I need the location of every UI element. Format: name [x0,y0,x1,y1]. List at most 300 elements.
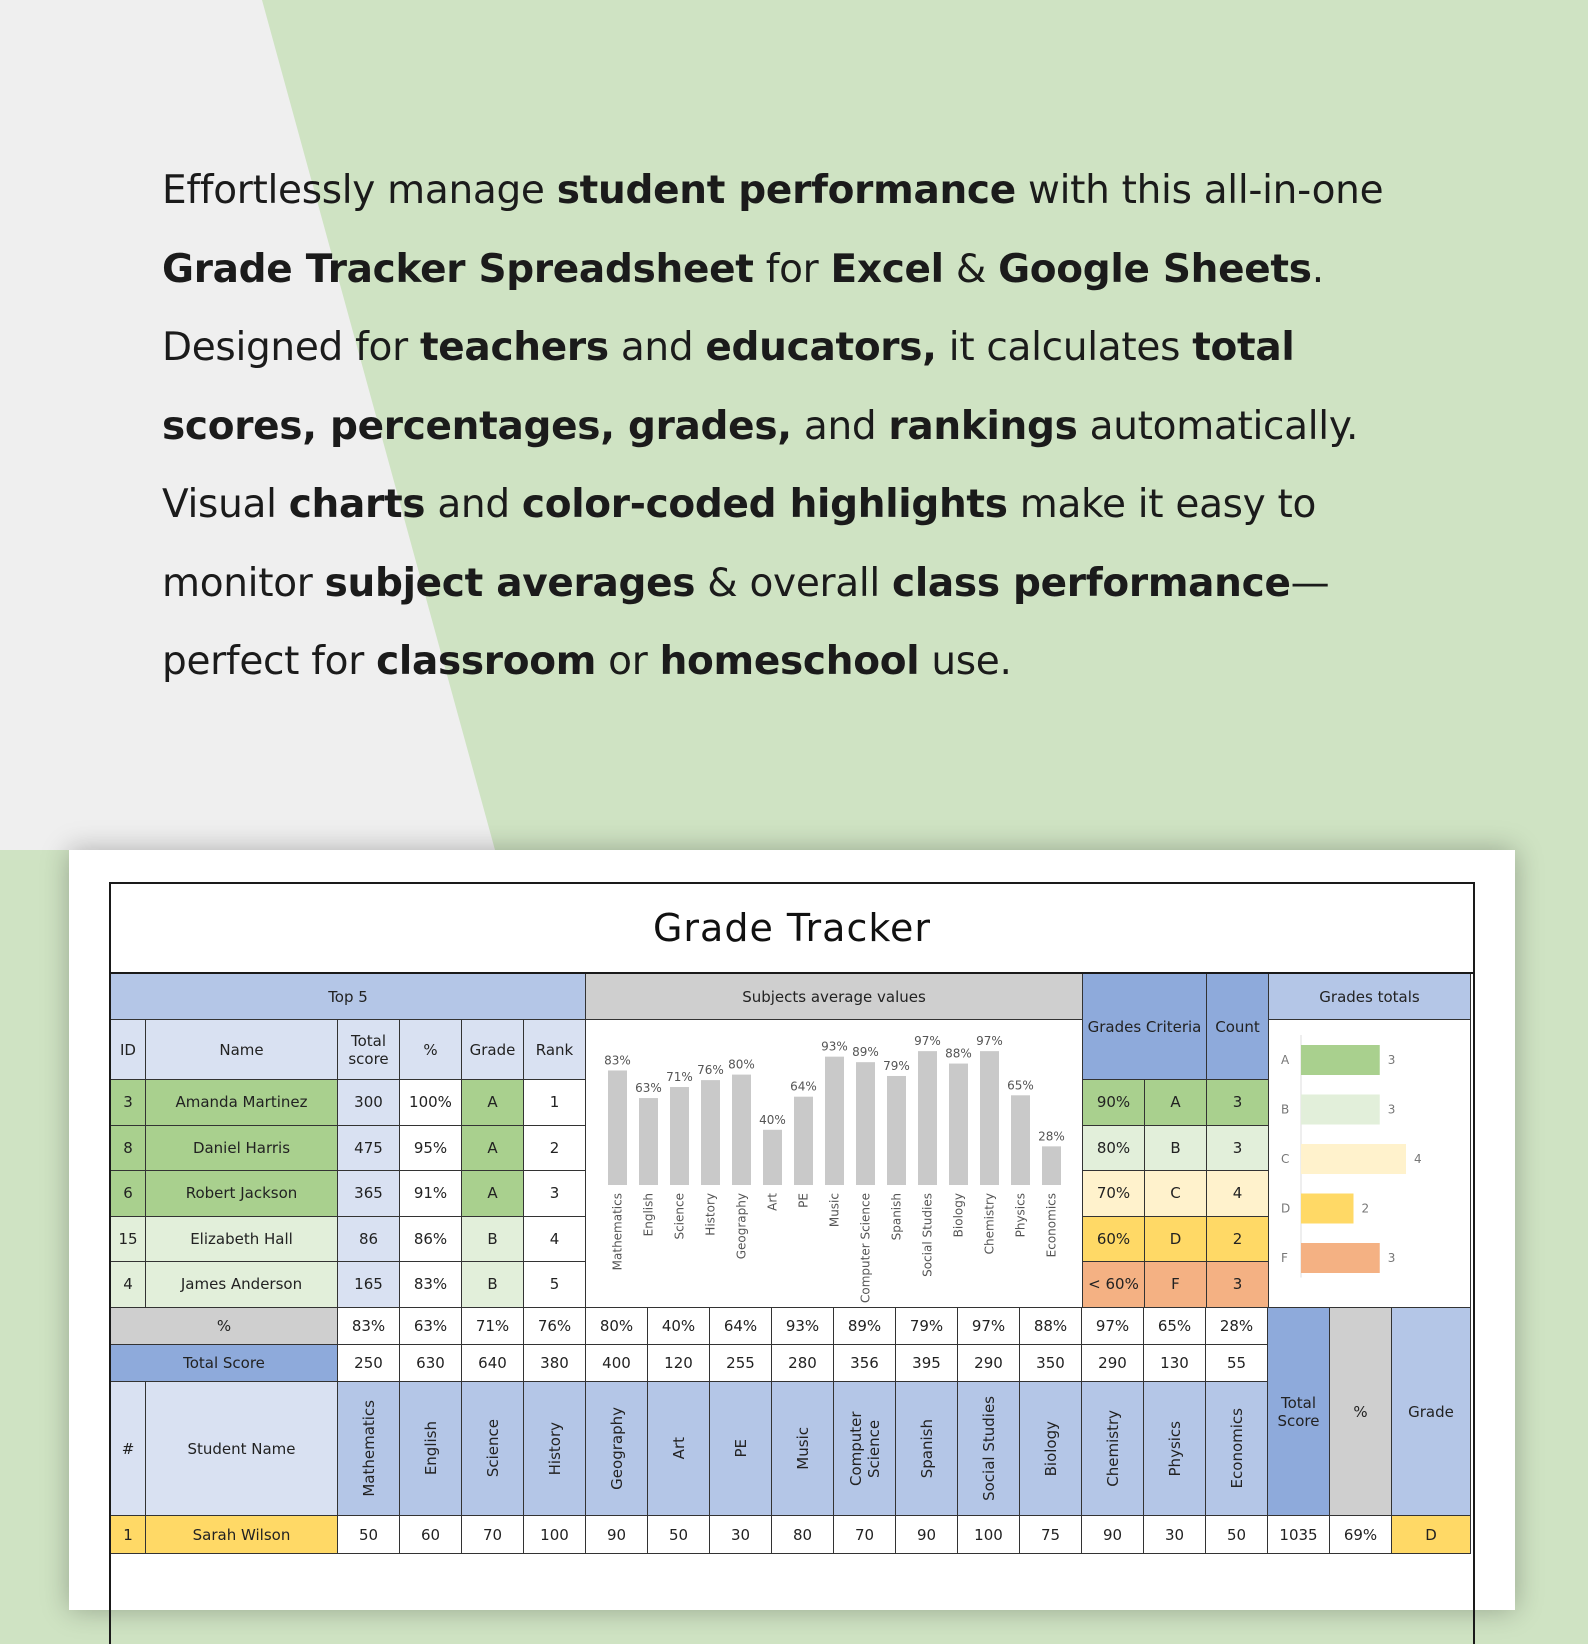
subject-average-percent [524,1308,586,1345]
top5-row-rank-text: 1 [549,1093,560,1112]
subject-average-percent [338,1308,400,1345]
student-score-text: 90 [606,1525,627,1544]
avg-bar-label: 79% [883,1058,910,1073]
top5-row-pct [400,1262,462,1308]
top5-row-total [338,1262,400,1308]
subject-total-score [1144,1345,1206,1382]
totals-category-label: A [1281,1053,1290,1067]
avg-bar [732,1075,751,1185]
subject-header-text: Biology [1041,1420,1060,1477]
subject-average-percent [1082,1308,1144,1345]
percent-row-label-text: % [216,1317,232,1335]
subject-total-score-text: 630 [416,1354,445,1372]
top5-row-grade-text: A [487,1093,498,1112]
subject-average-percent-text: 89% [847,1317,882,1335]
subject-average-percent-text: 80% [599,1317,634,1335]
student-score [338,1516,400,1554]
student-score-text: 100 [540,1525,569,1544]
spreadsheet-preview [69,850,1515,1610]
subject-average-percent-text: 63% [413,1317,448,1335]
subject-average-percent [834,1308,896,1345]
subject-average-percent [462,1308,524,1345]
student-name-header [146,1382,338,1516]
student-score [1082,1516,1144,1554]
top5-col-rank [524,1020,586,1080]
subject-total-score-text: 290 [974,1354,1003,1372]
promo-text [162,152,1452,702]
top5-row-pct [400,1217,462,1263]
criteria-pct [1083,1171,1145,1217]
top5-row-pct [400,1080,462,1126]
promo-text-segment: with this all-in-one [1015,168,1384,213]
percent-row-label [111,1308,338,1345]
sheet-title: Grade Tracker [111,884,1473,974]
subject-total-score [648,1345,710,1382]
grade-tracker-frame [109,882,1475,1644]
subject-total-score-text: 350 [1036,1354,1065,1372]
top5-header-text: Top 5 [328,987,368,1006]
top5-col-name-text: Name [219,1040,264,1059]
top5-row-total-text: 300 [354,1093,383,1112]
subject-average-percent [710,1308,772,1345]
subject-total-score-text: 250 [354,1354,383,1372]
subject-header-text: Chemistry [1103,1410,1122,1487]
promo-text-segment: make it easy to monitor [162,482,1317,606]
number-header-text: # [121,1439,135,1458]
promo-bold-text: Excel [830,246,944,292]
avg-bar [1011,1095,1030,1185]
subject-header [338,1382,400,1516]
avg-category-label: Chemistry [982,1193,997,1255]
percent-header-text: % [1353,1402,1368,1421]
subject-total-score-text: 400 [602,1354,631,1372]
subject-total-score-text: 640 [478,1354,507,1372]
totals-category-label: C [1281,1152,1290,1166]
subject-header [710,1382,772,1516]
criteria-count [1207,1126,1269,1172]
student-score-text: 60 [420,1525,441,1544]
subject-header [1082,1382,1144,1516]
promo-text-segment: and [791,403,889,449]
subject-average-percent-text: 83% [351,1317,386,1335]
student-percent [1330,1516,1392,1554]
criteria-count-text: 3 [1232,1093,1243,1112]
student-percent-text: 69% [1343,1525,1378,1544]
student-score [1206,1516,1268,1554]
avg-bar [763,1130,782,1185]
top5-col-percent [400,1020,462,1080]
subject-header-text: Economics [1227,1408,1246,1489]
top5-row-total-text: 86 [358,1229,379,1248]
top5-row-pct-text: 95% [413,1138,448,1157]
avg-bar-label: 83% [604,1053,631,1068]
avg-bar [918,1051,937,1185]
top5-row-total-text: 165 [354,1275,383,1294]
total-score-row-label [111,1345,338,1382]
top5-row-grade [462,1080,524,1126]
criteria-pct-text: 80% [1096,1138,1131,1157]
subject-header [648,1382,710,1516]
top5-row-id [111,1080,146,1126]
totals-value-label: 2 [1361,1201,1370,1216]
promo-bold-text: classroom [376,639,597,684]
student-score-text: 30 [1164,1525,1185,1544]
student-score [648,1516,710,1554]
top5-row-rank [524,1126,586,1172]
avg-bar-label: 76% [697,1063,724,1078]
student-score [710,1516,772,1554]
top5-col-rank-text: Rank [535,1040,574,1059]
top5-row-grade-text: A [487,1184,498,1203]
criteria-grade-text: D [1169,1229,1182,1248]
top5-row-total-text: 365 [354,1184,383,1203]
subject-averages-svg [586,1020,1083,1308]
subject-total-score [958,1345,1020,1382]
subject-total-score [1020,1345,1082,1382]
student-total [1268,1516,1330,1554]
student-score-text: 75 [1040,1525,1061,1544]
top5-row-rank [524,1262,586,1308]
avg-category-label: Social Studies [920,1193,935,1277]
avg-category-label: Biology [951,1193,966,1238]
avg-bar-label: 88% [945,1046,972,1061]
subject-total-score [710,1345,772,1382]
student-score [834,1516,896,1554]
student-score [524,1516,586,1554]
totals-value-label: 3 [1387,1053,1396,1067]
top5-row-id [111,1171,146,1217]
criteria-grade [1145,1126,1207,1172]
promo-bold-text: color-coded highlights [521,482,1008,527]
subject-total-score [896,1345,958,1382]
subject-total-score [586,1345,648,1382]
subject-total-score [834,1345,896,1382]
criteria-pct-text: 90% [1096,1093,1131,1112]
subject-total-score-text: 130 [1160,1354,1189,1372]
criteria-grade-text: C [1170,1184,1181,1203]
subject-header [400,1382,462,1516]
avg-bar [825,1057,844,1185]
subject-total-score [1206,1345,1268,1382]
avg-bar [794,1097,813,1185]
top5-row-grade [462,1217,524,1263]
promo-text-segment: for [753,246,831,292]
totals-category-label: D [1281,1201,1291,1216]
criteria-pct [1083,1217,1145,1263]
top5-row-rank [524,1171,586,1217]
subject-header [462,1382,524,1516]
avg-category-label: Science [672,1193,687,1240]
avg-category-label: Physics [1013,1193,1028,1238]
avg-bar-label: 65% [1007,1078,1034,1093]
subject-header [524,1382,586,1516]
avg-category-label: Geography [734,1193,749,1260]
subject-header-text: Spanish [917,1418,936,1479]
totals-bar [1301,1095,1380,1125]
top5-row-name [146,1080,338,1126]
count-header-text: Count [1215,1017,1260,1036]
top5-row-rank [524,1080,586,1126]
subject-averages-chart [586,1020,1083,1308]
top5-row-id [111,1126,146,1172]
grades-criteria-header-text: Grades Criteria [1087,1017,1202,1036]
totals-bar [1301,1045,1380,1075]
subject-header [772,1382,834,1516]
top5-col-name [146,1020,338,1080]
subject-average-percent-text: 97% [971,1317,1006,1335]
subject-header [1020,1382,1082,1516]
promo-bold-text: Grade Tracker Spreadsheet [162,246,754,292]
criteria-count [1207,1080,1269,1126]
student-score-text: 70 [482,1525,503,1544]
subject-average-percent [1144,1308,1206,1345]
top5-row-pct-text: 83% [413,1275,448,1294]
top5-col-id [111,1020,146,1080]
criteria-grade [1145,1171,1207,1217]
top5-col-percent-text: % [423,1040,438,1059]
avg-bar-label: 64% [790,1079,817,1094]
criteria-count [1207,1262,1269,1308]
criteria-pct [1083,1080,1145,1126]
top5-row-pct [400,1171,462,1217]
totals-value-label: 3 [1387,1251,1396,1265]
top5-row-name-text: Amanda Martinez [175,1093,308,1112]
top5-row-name-text: Robert Jackson [185,1184,298,1203]
subject-average-percent-text: 97% [1095,1317,1130,1335]
subject-total-score-text: 290 [1098,1354,1127,1372]
top5-row-pct-text: 86% [413,1229,448,1248]
promo-text-segment: or [596,639,660,684]
avg-bar-label: 80% [728,1057,755,1072]
top5-row-grade-text: B [487,1229,498,1248]
student-score-text: 90 [1102,1525,1123,1544]
number-header [111,1382,146,1516]
student-score [462,1516,524,1554]
avg-bar [608,1070,627,1185]
subject-header-text: Science [483,1419,502,1478]
top5-row-id-text: 8 [123,1138,133,1157]
student-score-text: 80 [792,1525,813,1544]
subject-average-percent [896,1308,958,1345]
promo-bold-text: class performance [892,560,1291,606]
avg-bar-label: 63% [635,1081,662,1096]
subject-average-percent-text: 71% [475,1317,510,1335]
avg-bar-label: 89% [852,1045,879,1060]
criteria-count-text: 4 [1232,1184,1243,1203]
grades-totals-svg [1269,1020,1471,1308]
avg-bar [856,1062,875,1185]
student-score-text: 50 [668,1525,689,1544]
student-score-text: 100 [974,1525,1003,1544]
promo-text-segment: & [943,246,999,292]
criteria-pct [1083,1126,1145,1172]
top5-row-total [338,1126,400,1172]
avg-category-label: English [641,1193,656,1237]
student-score [1020,1516,1082,1554]
promo-bold-text: rankings [888,403,1078,449]
total-score-header [1268,1308,1330,1516]
top5-row-total [338,1217,400,1263]
subject-average-percent [958,1308,1020,1345]
totals-value-label: 3 [1387,1102,1396,1117]
subject-average-percent-text: 28% [1219,1317,1254,1335]
subject-total-score [524,1345,586,1382]
top5-row-id [111,1217,146,1263]
avg-category-label: Music [827,1193,842,1228]
top5-col-grade-text: Grade [469,1040,516,1059]
subject-total-score-text: 55 [1226,1354,1247,1372]
top5-row-grade-text: A [487,1138,498,1157]
top5-row-id-text: 15 [118,1229,138,1248]
top5-row-total [338,1171,400,1217]
student-score-text: 50 [1226,1525,1247,1544]
student-score [1144,1516,1206,1554]
percent-header [1330,1308,1392,1516]
subject-header [896,1382,958,1516]
top5-row-grade [462,1262,524,1308]
criteria-count-text: 3 [1232,1138,1243,1157]
subject-total-score [1082,1345,1144,1382]
student-score [772,1516,834,1554]
student-name-text: Sarah Wilson [192,1525,291,1544]
top5-row-name-text: Daniel Harris [192,1138,291,1157]
top5-row-pct [400,1126,462,1172]
subject-average-percent [400,1308,462,1345]
top5-row-rank-text: 4 [549,1229,560,1248]
promo-bold-text: charts [288,482,426,527]
subject-total-score-text: 380 [540,1354,569,1372]
top5-row-grade-text: B [487,1275,498,1294]
top5-row-grade [462,1126,524,1172]
subject-average-percent [586,1308,648,1345]
subject-header-text: Geography [607,1407,626,1490]
grades-totals-chart [1269,1020,1471,1308]
subject-total-score-text: 395 [912,1354,941,1372]
criteria-grade [1145,1080,1207,1126]
grade-header-text: Grade [1408,1402,1454,1421]
criteria-grade-text: F [1171,1275,1180,1294]
student-score [958,1516,1020,1554]
subject-average-percent-text: 76% [537,1317,572,1335]
subject-header-text: Art [669,1437,688,1460]
subject-average-percent-text: 64% [723,1317,758,1335]
promo-text-segment: and [608,325,706,370]
subject-total-score-text: 280 [788,1354,817,1372]
promo-text-segment: & overall [695,560,893,606]
subject-header [834,1382,896,1516]
avg-bar [887,1076,906,1185]
criteria-grade-text: B [1170,1138,1181,1157]
promo-text-segment: it calculates [936,325,1193,370]
promo-bold-text: Google Sheets [998,246,1312,292]
student-score-text: 90 [916,1525,937,1544]
top5-row-name [146,1217,338,1263]
promo-bold-text: total scores, percentages, grades, [162,325,1295,449]
subject-header-text: Computer Science [846,1411,883,1486]
totals-category-label: F [1281,1251,1288,1265]
avg-bar [701,1080,720,1185]
criteria-count [1207,1171,1269,1217]
top5-row-rank-text: 2 [549,1138,560,1157]
top5-col-total-score [338,1020,400,1080]
student-grade [1392,1516,1471,1554]
top5-col-grade [462,1020,524,1080]
avg-bar [980,1051,999,1185]
top5-row-name-text: James Anderson [180,1275,303,1294]
avg-category-label: Art [765,1193,780,1211]
avg-bar-label: 71% [666,1070,693,1085]
avg-bar [1042,1146,1061,1185]
promo-text-segment: use. [919,639,1012,684]
promo-text-segment: —perfect for [162,560,1330,684]
subject-average-percent-text: 88% [1033,1317,1068,1335]
subject-header [958,1382,1020,1516]
avg-category-label: Computer Science [858,1193,873,1303]
promo-bold-text: teachers [419,325,609,370]
top5-row-name-text: Elizabeth Hall [190,1229,293,1248]
subject-header [586,1382,648,1516]
subject-average-percent-text: 40% [661,1317,696,1335]
criteria-count-text: 3 [1232,1275,1243,1294]
avg-category-label: Economics [1044,1193,1059,1258]
subject-average-percent-text: 93% [785,1317,820,1335]
promo-bold-text: homeschool [659,639,920,684]
total-score-row-label-text: Total Score [183,1354,265,1372]
criteria-grade-text: A [1170,1093,1181,1112]
criteria-pct-text: 70% [1096,1184,1131,1203]
avg-category-label: History [703,1193,718,1236]
totals-bar [1301,1243,1380,1273]
promo-text-segment: . Designed for [162,246,1324,370]
top5-row-pct-text: 91% [413,1184,448,1203]
subject-header-text: History [545,1421,564,1476]
avg-bar [949,1064,968,1185]
criteria-grade [1145,1217,1207,1263]
criteria-count [1207,1217,1269,1263]
totals-value-label: 4 [1414,1152,1422,1166]
promo-bold-text: subject averages [324,560,696,606]
grades-criteria-header [1083,974,1207,1080]
top5-row-name [146,1262,338,1308]
avg-bar-label: 97% [976,1034,1003,1049]
top5-row-total [338,1080,400,1126]
subject-header-text: Music [793,1427,812,1470]
avg-category-label: Mathematics [610,1193,625,1271]
criteria-count-text: 2 [1232,1229,1243,1248]
grades-totals-header-text: Grades totals [1319,987,1420,1006]
avg-bar-label: 97% [914,1034,941,1049]
top5-row-pct-text: 100% [409,1093,452,1112]
avg-bar-label: 93% [821,1039,848,1054]
top5-row-id-text: 6 [123,1184,133,1203]
promo-text-segment: Effortlessly manage [162,168,557,213]
subject-average-percent-text: 65% [1157,1317,1192,1335]
avg-bar-label: 28% [1038,1129,1065,1144]
grades-totals-header [1269,974,1471,1020]
criteria-grade [1145,1262,1207,1308]
student-score-text: 30 [730,1525,751,1544]
promo-bold-text: student performance [556,168,1016,213]
student-name-header-text: Student Name [187,1439,296,1458]
top5-row-id [111,1262,146,1308]
subject-total-score-text: 255 [726,1354,755,1372]
promo-text-segment: automatically. Visual [162,403,1359,527]
subject-header [1144,1382,1206,1516]
totals-bar [1301,1194,1354,1224]
student-score [586,1516,648,1554]
subject-total-score [400,1345,462,1382]
top5-row-id-text: 3 [123,1093,133,1112]
